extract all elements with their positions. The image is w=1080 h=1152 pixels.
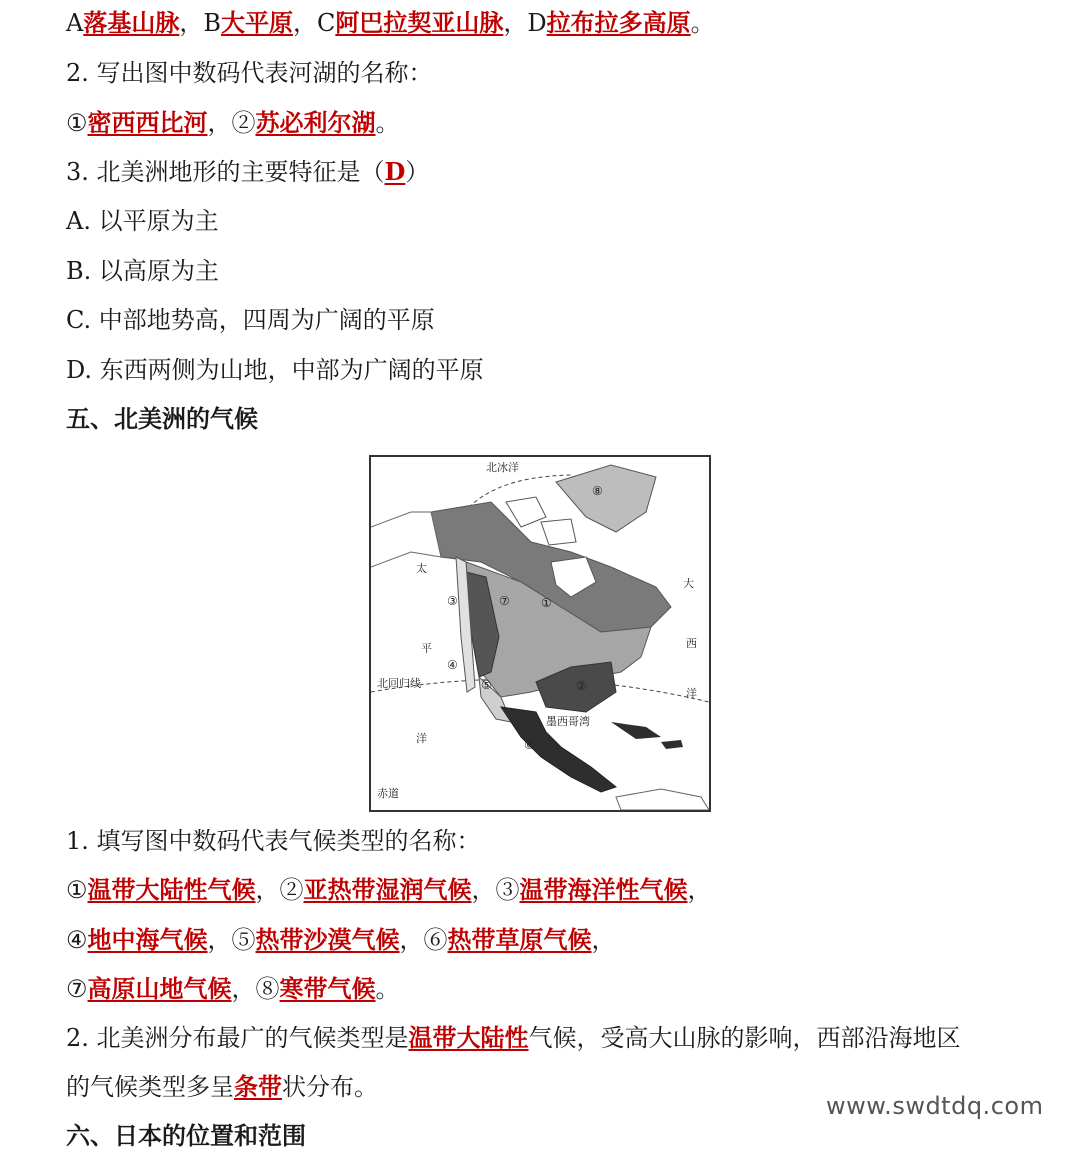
question-climate-types: 1. 填写图中数码代表气候类型的名称： <box>66 827 481 855</box>
arctic-island <box>541 519 576 545</box>
question-climate-distribution-cont <box>66 1072 378 1102</box>
question-climate-distribution <box>66 1023 961 1053</box>
bracket: ） <box>405 158 430 186</box>
marker-2: ② <box>576 679 587 693</box>
separator: ， <box>591 926 616 954</box>
map-graphic <box>371 457 709 810</box>
south-america-outline <box>616 789 709 810</box>
answer-strip-pattern: 条带 <box>234 1072 282 1101</box>
question-text: 状分布。 <box>282 1073 378 1101</box>
option-a: A. 以平原为主 <box>66 207 219 235</box>
answer-climate-8: 寒带气候 <box>279 974 376 1003</box>
answer-terrain: D <box>384 157 406 186</box>
north-america-climate-map <box>369 455 711 812</box>
separator: ， <box>687 876 712 904</box>
section-heading-japan: 六、日本的位置和范围 <box>66 1122 306 1150</box>
label-gulf-of-mexico: 墨西哥湾 <box>546 715 590 728</box>
label-a: A <box>66 9 84 37</box>
answer-rocky-mountains: 落基山脉 <box>83 8 180 37</box>
label-pacific-2: 平 <box>421 642 432 655</box>
alaska-outline <box>371 512 441 567</box>
caribbean-islands <box>661 740 683 749</box>
watermark: www.swdtdq.com <box>826 1092 1044 1120</box>
period: 。 <box>375 975 400 1003</box>
marker: ⑦ <box>66 975 88 1003</box>
marker: ，② <box>207 109 256 137</box>
marker-4: ④ <box>447 658 458 672</box>
period: 。 <box>375 109 400 137</box>
marker: ，② <box>255 876 304 904</box>
answer-widest-climate: 温带大陆性 <box>408 1023 529 1052</box>
marker-7: ⑦ <box>499 594 510 608</box>
marker-3: ③ <box>447 594 458 608</box>
answer-great-plains: 大平原 <box>220 8 293 37</box>
answer-climate-3: 温带海洋性气候 <box>519 875 688 904</box>
label-equator: 赤道 <box>377 787 399 800</box>
marker: ① <box>66 109 88 137</box>
answer-rivers-lakes <box>66 108 400 138</box>
option-c: C. 中部地势高，四周为广阔的平原 <box>66 306 435 334</box>
answer-climate-7: 高原山地气候 <box>87 974 232 1003</box>
answer-climate-6: 热带草原气候 <box>447 925 592 954</box>
period: 。 <box>690 9 715 37</box>
question-terrain <box>66 157 429 187</box>
answer-climate-5: 热带沙漠气候 <box>255 925 400 954</box>
question-text: 的气候类型多呈 <box>66 1073 234 1101</box>
label-tropic-of-cancer: 北回归线 <box>377 677 421 690</box>
label-pacific-3: 洋 <box>416 732 427 745</box>
caribbean-islands <box>611 722 661 739</box>
answer-climate-4: 地中海气候 <box>87 925 208 954</box>
answer-appalachian: 阿巴拉契亚山脉 <box>335 8 504 37</box>
marker: ，⑤ <box>207 926 256 954</box>
answer-lake-superior: 苏必利尔湖 <box>255 108 376 137</box>
answer-climate-line-2 <box>66 925 616 955</box>
separator: ，B <box>179 9 221 37</box>
answer-climate-2: 亚热带湿润气候 <box>303 875 472 904</box>
option-b: B. 以高原为主 <box>66 257 219 285</box>
marker: ，⑥ <box>399 926 448 954</box>
question-rivers-lakes: 2. 写出图中数码代表河湖的名称： <box>66 59 433 87</box>
question-text: 2. 北美洲分布最广的气候类型是 <box>66 1024 409 1052</box>
question-text: 3. 北美洲地形的主要特征是（ <box>66 158 385 186</box>
label-arctic-ocean: 北冰洋 <box>486 461 519 474</box>
label-atlantic-1: 大 <box>683 577 694 590</box>
marker-5: ⑤ <box>481 678 492 692</box>
marker: ① <box>66 876 88 904</box>
answer-labrador: 拉布拉多高原 <box>546 8 691 37</box>
marker-6: ⑥ <box>524 738 535 752</box>
section-heading-climate: 五、北美洲的气候 <box>66 405 258 433</box>
marker: ，⑧ <box>231 975 280 1003</box>
separator: ，D <box>503 9 547 37</box>
answer-climate-line-1 <box>66 875 712 905</box>
marker: ，③ <box>471 876 520 904</box>
marker: ④ <box>66 926 88 954</box>
option-d: D. 东西两侧为山地，中部为广阔的平原 <box>66 356 484 384</box>
label-pacific-1: 太 <box>416 562 427 575</box>
marker-1: ① <box>541 596 552 610</box>
label-atlantic-3: 洋 <box>686 687 697 700</box>
marker-8: ⑧ <box>592 484 603 498</box>
question-text: 气候，受高大山脉的影响，西部沿海地区 <box>528 1024 961 1052</box>
answer-climate-line-3 <box>66 974 400 1004</box>
answer-mississippi: 密西西比河 <box>87 108 208 137</box>
separator: ，C <box>292 9 336 37</box>
label-atlantic-2: 西 <box>686 637 697 650</box>
answer-line-landforms <box>66 8 715 38</box>
answer-climate-1: 温带大陆性气候 <box>87 875 256 904</box>
